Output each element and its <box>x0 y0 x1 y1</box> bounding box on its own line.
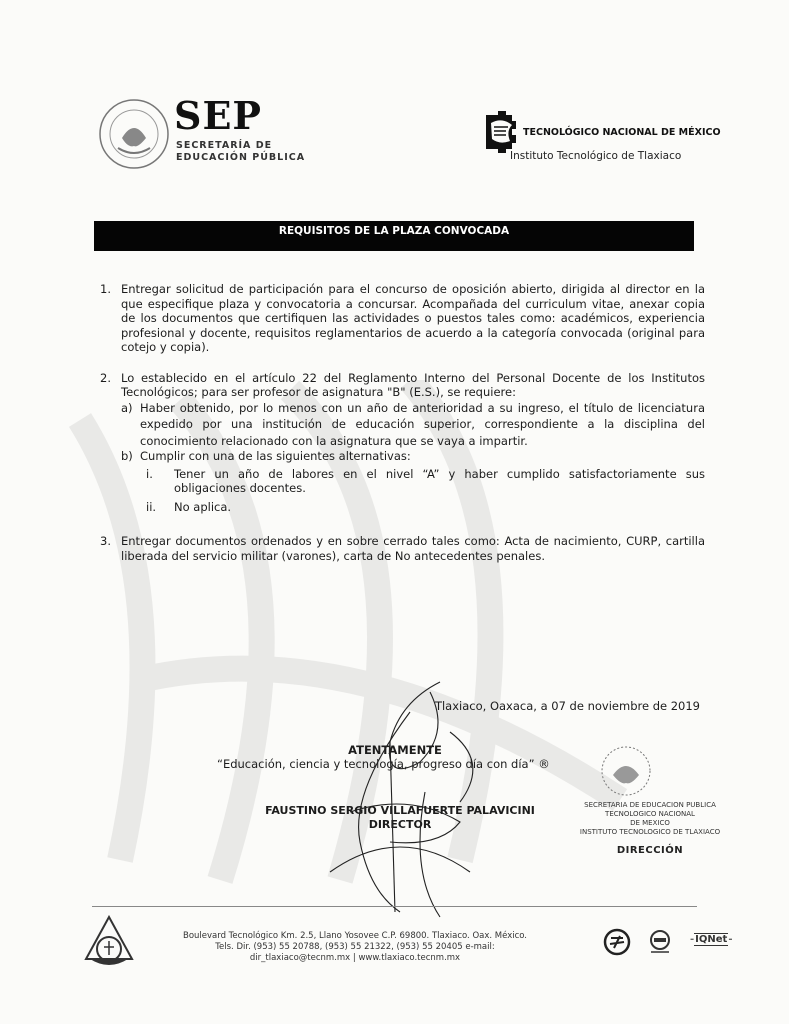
quality-seal-icon <box>645 928 675 956</box>
sub-item-label: a) <box>121 400 133 415</box>
stamp-line: TECNOLOGICO NACIONAL <box>605 810 695 818</box>
handwritten-signature <box>290 672 510 922</box>
institute-name: Instituto Tecnológico de Tlaxiaco <box>510 150 682 162</box>
stamp-line: INSTITUTO TECNOLOGICO DE TLAXIACO <box>579 828 721 836</box>
alternative-label: i. <box>146 466 153 481</box>
mexico-seal-icon <box>98 98 170 170</box>
item-text: Lo establecido en el artículo 22 del Reglamento Interno del Personal Docente de los Institutos Tecnológicos; para ser profesor de asignatura "B" (E.S.), se requiere: <box>121 370 705 399</box>
sub-item-label: b) <box>121 449 133 463</box>
iqnet-logo: -IQNet- <box>690 934 733 945</box>
institute-shield-logo-icon <box>84 915 134 969</box>
item-number: 3. <box>100 534 111 548</box>
sep-subtitle-line2: EDUCACIÓN PÚBLICA <box>176 152 306 163</box>
sep-subtitle <box>176 140 305 164</box>
alternative-item <box>140 500 705 515</box>
signer-title: DIRECTOR <box>368 818 432 831</box>
stamp-line: SECRETARIA DE EDUCACION PUBLICA <box>584 801 716 809</box>
footer-email-web: dir_tlaxiaco@tecnm.mx | www.tlaxiaco.tecnm.mx <box>249 953 461 963</box>
sep-subtitle-line1: SECRETARÍA DE <box>176 140 273 151</box>
sub-item-text: Cumplir con una de las siguientes alternativas: <box>140 449 411 463</box>
certification-logo-icon <box>602 928 632 956</box>
item-number: 2. <box>100 370 111 385</box>
stamp-line: DE MEXICO <box>630 819 670 827</box>
institutional-motto: “Educación, ciencia y tecnología, progreso día con día” ® <box>217 757 550 771</box>
tecnm-title: TECNOLÓGICO NACIONAL DE MÉXICO <box>523 127 721 138</box>
requirements-list <box>100 282 705 563</box>
iqnet-text: IQNet <box>695 934 728 945</box>
sub-item <box>121 400 705 450</box>
item-text: Entregar solicitud de participación para el concurso de oposición abierto, dirigida al director en la que especifique plaza y convocatoria a concursar. Acompañada del curriculum vitae, anexar copia de los documentos que certifiquen las actividades o puestos tales como: académicos, experiencia profesional y docente, requisitos reglamentarios de acuerdo a la categoría convocada (original para cotejo y copia). <box>121 282 705 354</box>
section-banner <box>94 221 694 251</box>
requirement-item <box>100 371 705 515</box>
alternative-label: ii. <box>146 499 157 514</box>
sub-item-text: Haber obtenido, por lo menos con un año de anterioridad a su ingreso, el título de licenciatura expedido por una institución de educación superior, correspondiente a la disciplina del conocimiento relacionado con la asignatura que se vaya a impartir. <box>140 400 705 448</box>
regards: ATENTAMENTE <box>348 743 442 757</box>
alternative-text: No aplica. <box>174 499 232 514</box>
footer-divider <box>92 906 697 907</box>
alternative-text: Tener un año de labores en el nivel “A” y haber cumplido satisfactoriamente sus obligaciones docentes. <box>174 466 705 495</box>
footer-contact <box>140 931 570 964</box>
tecnm-gear-logo-icon <box>482 111 520 153</box>
place-date: Tlaxiaco, Oaxaca, a 07 de noviembre de 2019 <box>434 699 700 713</box>
stamp-text <box>560 801 740 837</box>
requirement-item <box>100 282 705 355</box>
sep-logo: SEP <box>174 93 262 138</box>
item-text: Entregar documentos ordenados y en sobre cerrado tales como: Acta de nacimiento, CURP, cartilla liberada del servicio militar (varones), carta de No antecedentes penales. <box>121 534 705 563</box>
sub-item <box>121 449 705 464</box>
stamp-office: DIRECCIÓN <box>616 845 684 856</box>
item-number: 1. <box>100 282 111 296</box>
footer-phones: Tels. Dir. (953) 55 20788, (953) 55 21322, (953) 55 20405 e-mail: <box>215 942 495 952</box>
official-seal-icon <box>595 745 657 797</box>
signer-name: FAUSTINO SERGIO VILLAFUERTE PALAVICINI <box>265 804 535 817</box>
alternative-item <box>140 467 705 496</box>
banner-title: REQUISITOS DE LA PLAZA CONVOCADA <box>278 225 510 237</box>
requirement-item <box>100 534 705 563</box>
footer-address: Boulevard Tecnológico Km. 2.5, Llano Yosovee C.P. 69800. Tlaxiaco. Oax. México. <box>182 931 528 941</box>
